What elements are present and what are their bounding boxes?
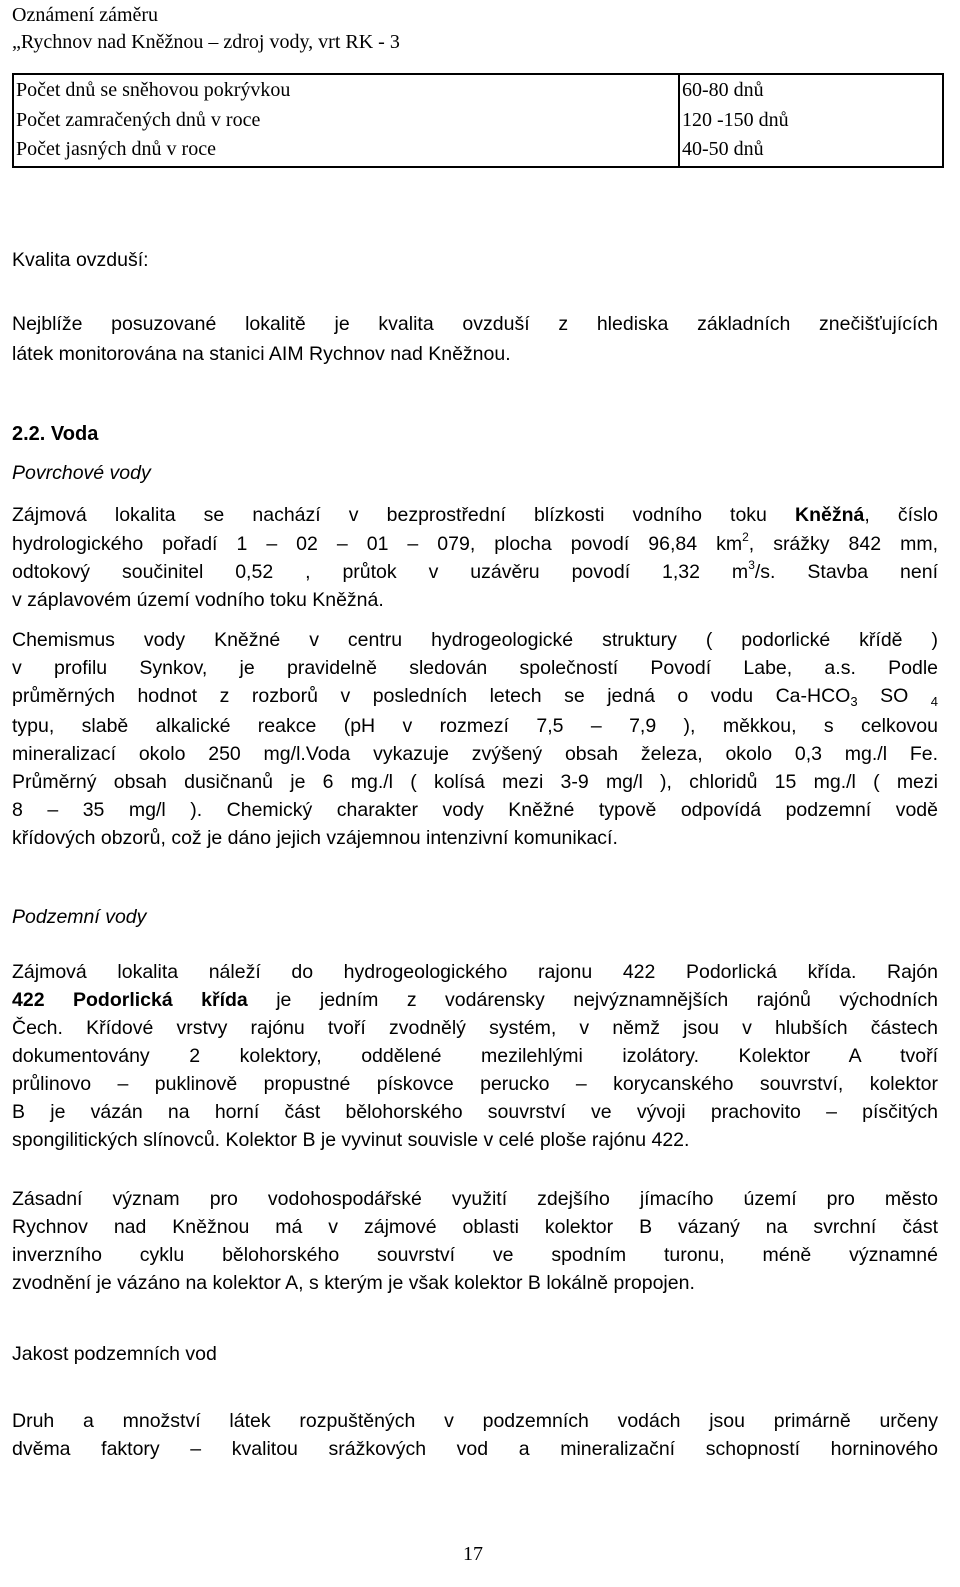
climate-values-cell: [679, 74, 943, 167]
section-heading: 2.2. Voda: [12, 423, 99, 445]
paragraph-line: Rychnov nad Kněžnou má v zájmové oblasti kolektor B vázaný na svrchní část: [12, 1216, 938, 1238]
air-quality-text: Nejblíže posuzované lokalitě je kvalita ovzduší z hlediska základních znečišťujících: [12, 313, 938, 335]
climate-value: 40-50 dnů: [682, 138, 764, 160]
paragraph-line: 422 Podorlická křída je jedním z vodárensky nejvýznamnějších rajónů východních: [12, 989, 938, 1011]
air-quality-text: látek monitorována na stanici AIM Rychnov nad Kněžnou.: [12, 343, 511, 365]
climate-label: Počet jasných dnů v roce: [16, 138, 216, 160]
paragraph-line: Chemismus vody Kněžné v centru hydrogeologické struktury ( podorlické křídě ): [12, 629, 938, 651]
paragraph-line: zvodnění je vázáno na kolektor A, s kterým je však kolektor B lokálně propojen.: [12, 1272, 695, 1294]
page-number: 17: [463, 1543, 483, 1565]
surface-water-heading: Povrchové vody: [12, 462, 151, 484]
paragraph-line: Průměrný obsah dusičnanů je 6 mg./l ( kolísá mezi 3-9 mg/l ), chloridů 15 mg./l ( mezi: [12, 771, 938, 793]
project-name: „Rychnov nad Kněžnou – zdroj vody, vrt RK - 3: [12, 31, 400, 53]
paragraph-line: spongilitických slínovců. Kolektor B je vyvinut souvisle v celé ploše rajónu 422.: [12, 1129, 690, 1151]
paragraph-line: typu, slabě alkalické reakce (pH v rozmezí 7,5 – 7,9 ), měkkou, s celkovou: [12, 715, 938, 737]
groundwater-heading: Podzemní vody: [12, 906, 147, 928]
paragraph-line: křídových obzorů, což je dáno jejich vzájemnou intenzivní komunikací.: [12, 827, 618, 849]
river-name: Kněžná: [795, 504, 865, 526]
paragraph-line: Zásadní význam pro vodohospodářské využití zdejšího jímacího území pro město: [12, 1188, 938, 1210]
paragraph-line: Čech. Křídové vrstvy rajónu tvoří zvodnělý systém, v němž jsou v hlubších částech: [12, 1017, 938, 1039]
paragraph-line: v profilu Synkov, je pravidelně sledován společností Povodí Labe, a.s. Podle: [12, 657, 938, 679]
paragraph-line: Zájmová lokalita náleží do hydrogeologického rajonu 422 Podorlická křída. Rajón: [12, 961, 938, 983]
climate-label: Počet dnů se sněhovou pokrývkou: [16, 79, 291, 101]
climate-label: Počet zamračených dnů v roce: [16, 108, 261, 131]
paragraph-line: v záplavovém území vodního toku Kněžná.: [12, 589, 384, 611]
paragraph-line: dvěma faktory – kvalitou srážkových vod a mineralizační schopností horninového: [12, 1438, 938, 1460]
paragraph-line: mineralizací okolo 250 mg/l.Voda vykazuje zvýšený obsah železa, okolo 0,3 mg./l Fe.: [12, 743, 938, 765]
paragraph-line: dokumentovány 2 kolektory, oddělené mezilehlými izolátory. Kolektor A tvoří: [12, 1045, 938, 1067]
paragraph-line: inverzního cyklu bělohorského souvrství ve spodním turonu, méně významné: [12, 1244, 938, 1266]
paragraph-line: 8 – 35 mg/l ). Chemický charakter vody Kněžné typově odpovídá podzemní vodě: [12, 799, 938, 821]
climate-table: [12, 73, 944, 168]
climate-value: 60-80 dnů: [682, 79, 764, 101]
groundwater-quality-heading: Jakost podzemních vod: [12, 1343, 217, 1365]
paragraph-line: průměrných hodnot z rozborů v posledních letech se jedná o vodu $Ca-HCO_3$ SO $_4$: [12, 685, 939, 709]
paragraph-line: B je vázán na horní část bělohorského souvrství ve vývoji prachovito – písčitých: [12, 1101, 938, 1123]
paragraph-line: Druh a množství látek rozpuštěných v podzemních vodách jsou primárně určeny: [12, 1410, 938, 1432]
paragraph-line: hydrologického pořadí 1 – 02 – 01 – 079, plocha povodí 96,84 $km^2$, srážky 842 mm,: [12, 530, 938, 555]
paragraph-line: odtokový součinitel 0,52 , průtok v uzávěru povodí 1,32 $m^3/s$. Stavba není: [12, 558, 938, 583]
climate-labels-cell: [13, 74, 679, 167]
region-name: 422 Podorlická křída: [12, 989, 248, 1011]
paragraph-line: Zájmová lokalita se nachází v bezprostřední blízkosti vodního toku Kněžná, číslo: [12, 504, 938, 526]
climate-value: 120 -150 dnů: [682, 108, 789, 131]
paragraph-line: průlinovo – puklinově propustné pískovce perucko – korycanského souvrství, kolektor: [12, 1073, 938, 1095]
document-title: Oznámení záměru: [12, 4, 159, 26]
air-quality-heading: Kvalita ovzduší:: [12, 249, 149, 271]
climate-table-row: [13, 74, 943, 167]
